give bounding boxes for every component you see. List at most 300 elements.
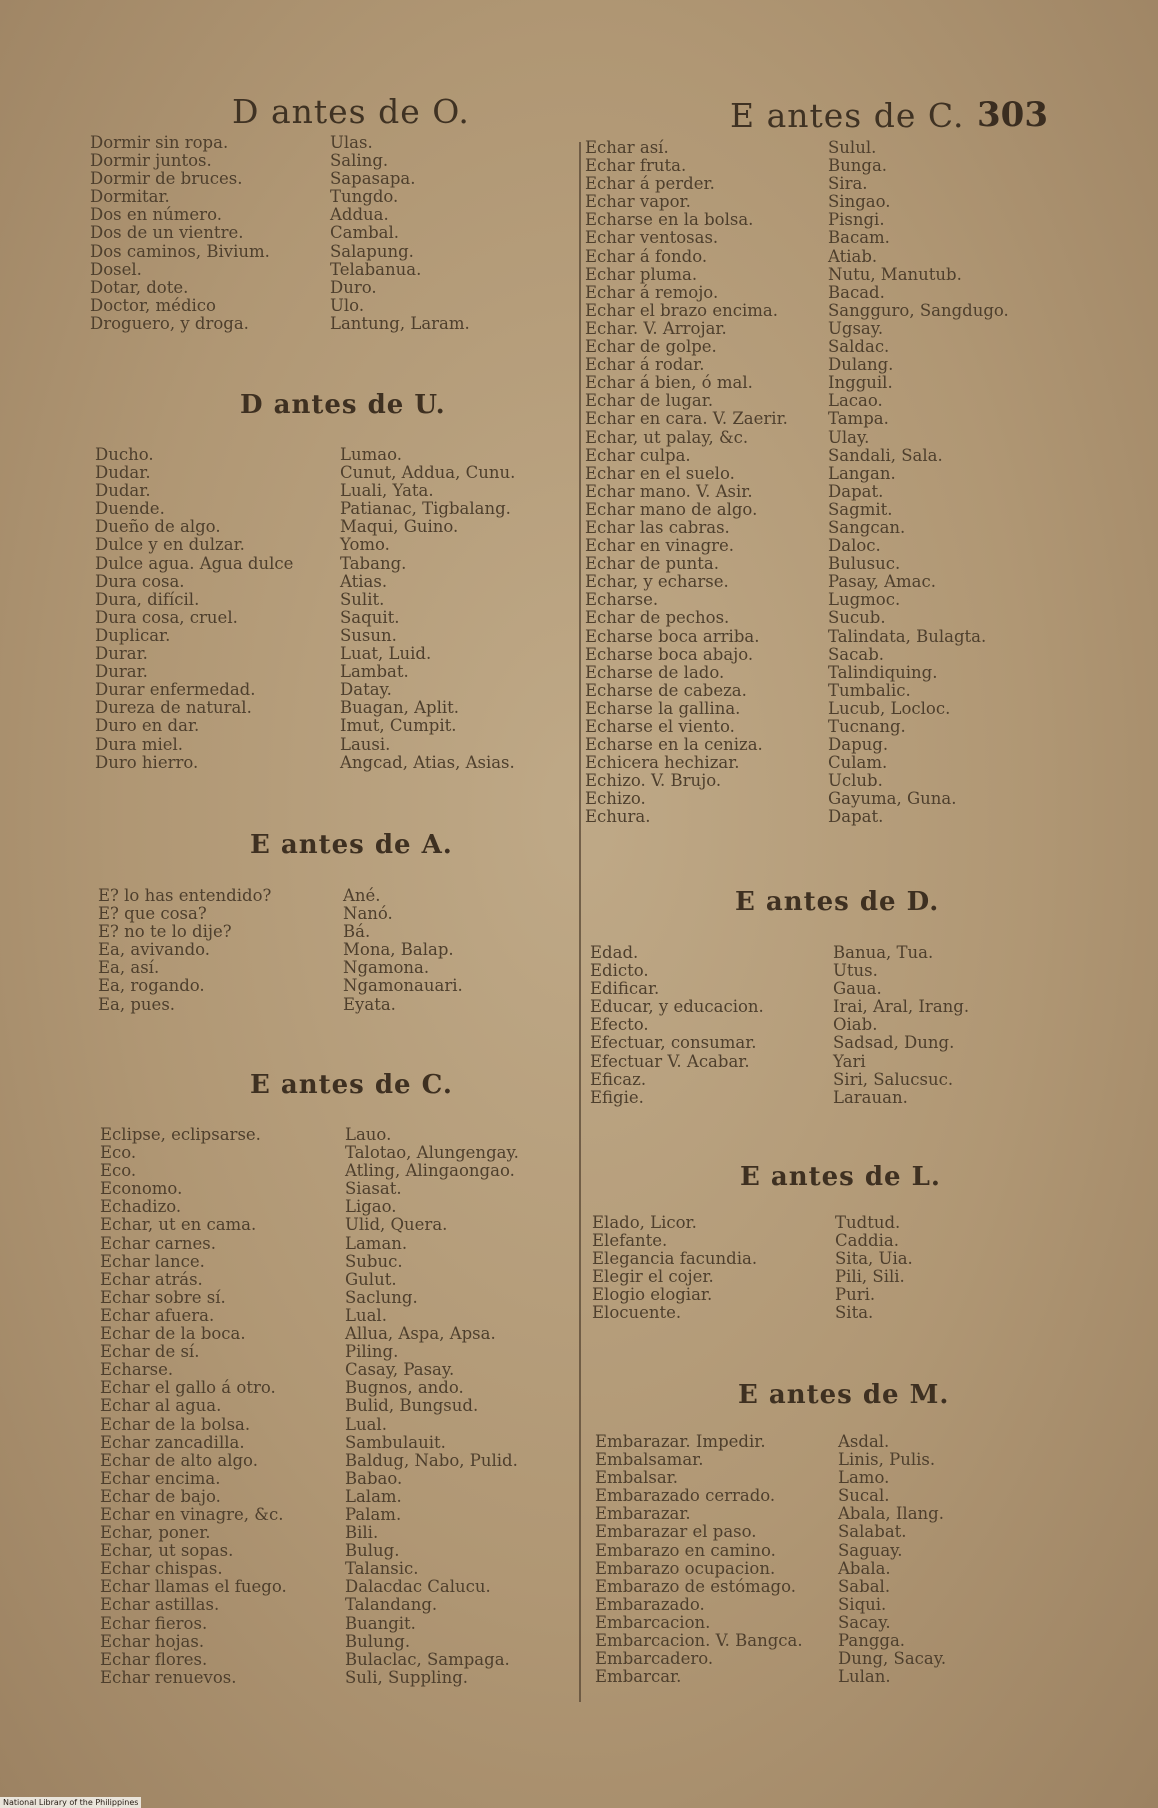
dictionary-entry bbox=[100, 1161, 515, 1181]
entry-definition: Dung, Sacay. bbox=[838, 1649, 947, 1669]
entry-definition: Abala. bbox=[838, 1558, 891, 1578]
entry-definition: Talindata, Bulagta. bbox=[828, 626, 987, 646]
dictionary-entry bbox=[100, 1396, 479, 1416]
entry-term: Educar, y educacion. bbox=[590, 997, 764, 1017]
entry-definition: Talotao, Alungengay. bbox=[345, 1143, 519, 1163]
entry-definition: Cambal. bbox=[330, 223, 400, 243]
entry-term: Eco. bbox=[100, 1143, 137, 1163]
dictionary-entry bbox=[90, 151, 389, 171]
entry-term: Echar, ut palay, &c. bbox=[585, 427, 749, 447]
entry-definition: Banua, Tua. bbox=[833, 943, 934, 962]
entry-term: Echadizo. bbox=[100, 1197, 182, 1217]
dictionary-entry bbox=[100, 1595, 438, 1615]
entry-term: Echar el brazo encima. bbox=[585, 300, 778, 320]
entry-definition: Bili. bbox=[345, 1523, 379, 1543]
right-section-2 bbox=[592, 1213, 913, 1323]
dictionary-entry bbox=[95, 644, 432, 664]
entry-definition: Pangga. bbox=[838, 1631, 906, 1651]
entry-definition: Sulit. bbox=[340, 589, 385, 609]
entry-term: Echura. bbox=[585, 807, 651, 827]
entry-term: Durar. bbox=[95, 644, 148, 664]
entry-definition: Ugsay. bbox=[828, 318, 884, 338]
entry-definition: Atias. bbox=[340, 571, 388, 591]
entry-definition: Sucal. bbox=[838, 1486, 890, 1506]
entry-definition: Utus. bbox=[833, 961, 878, 981]
entry-definition: Bulusuc. bbox=[828, 554, 901, 574]
entry-term: Echar sobre sí. bbox=[100, 1287, 226, 1307]
dictionary-entry bbox=[100, 1414, 387, 1434]
entry-definition: Piling. bbox=[345, 1342, 399, 1362]
entry-definition: Dapat. bbox=[828, 807, 884, 827]
entry-definition: Susun. bbox=[340, 625, 397, 645]
entry-definition: Sacab. bbox=[828, 644, 885, 664]
dictionary-entry bbox=[98, 904, 393, 924]
dictionary-entry bbox=[95, 734, 391, 754]
entry-definition: Sabal. bbox=[838, 1576, 891, 1596]
dictionary-entry bbox=[98, 958, 430, 978]
entry-term: Edicto. bbox=[590, 961, 649, 981]
entry-definition: Cunut, Addua, Cunu. bbox=[340, 463, 516, 483]
entry-term: Echar, ut sopas. bbox=[100, 1541, 234, 1561]
entry-term: Echar á rodar. bbox=[585, 355, 705, 375]
dictionary-entry bbox=[595, 1522, 907, 1542]
entry-definition: Pisngi. bbox=[828, 210, 885, 230]
entry-definition: Tampa. bbox=[828, 409, 889, 429]
entry-term: E? no te lo dije? bbox=[98, 922, 232, 942]
entry-term: Echar las cabras. bbox=[585, 517, 730, 537]
entry-term: Echar á bien, ó mal. bbox=[585, 373, 753, 393]
dictionary-entry bbox=[595, 1649, 947, 1669]
dictionary-entry bbox=[585, 445, 943, 465]
dictionary-entry bbox=[95, 463, 516, 483]
dictionary-entry bbox=[100, 1215, 448, 1235]
dictionary-entry bbox=[585, 282, 885, 302]
dictionary-entry bbox=[595, 1576, 891, 1596]
entry-term: Efectuar V. Acabar. bbox=[590, 1051, 750, 1071]
dictionary-entry bbox=[585, 517, 906, 537]
entry-term: Echar pluma. bbox=[585, 264, 698, 284]
entry-definition: Saldac. bbox=[828, 337, 890, 357]
entry-definition: Siasat. bbox=[345, 1179, 402, 1199]
entry-definition: Laman. bbox=[345, 1233, 408, 1253]
entry-definition: Sandali, Sala. bbox=[828, 445, 943, 465]
dictionary-entry bbox=[95, 481, 434, 501]
dictionary-entry bbox=[100, 1631, 411, 1651]
entry-definition: Bugnos, ando. bbox=[345, 1378, 464, 1398]
dictionary-entry bbox=[590, 943, 934, 962]
entry-definition: Asdal. bbox=[838, 1432, 890, 1451]
entry-term: Embarcadero. bbox=[595, 1649, 714, 1669]
entry-definition: Nutu, Manutub. bbox=[828, 264, 962, 284]
right-running-head: E antes de C. bbox=[730, 96, 965, 135]
entry-definition: Imut, Cumpit. bbox=[340, 716, 457, 736]
entry-term: Embalsar. bbox=[595, 1468, 678, 1488]
dictionary-entry bbox=[90, 313, 470, 333]
entry-definition: Dapat. bbox=[828, 481, 884, 501]
dictionary-entry bbox=[585, 608, 886, 628]
entry-term: Elado, Licor. bbox=[592, 1213, 697, 1232]
dictionary-entry bbox=[90, 277, 377, 297]
entry-term: Embalsamar. bbox=[595, 1450, 704, 1470]
dictionary-entry bbox=[592, 1249, 913, 1269]
entry-definition: Ligao. bbox=[345, 1197, 397, 1217]
dictionary-entry bbox=[592, 1231, 899, 1251]
entry-definition: Langan. bbox=[828, 463, 896, 483]
entry-definition: Lumao. bbox=[340, 445, 402, 464]
entry-term: Echar mano de algo. bbox=[585, 499, 758, 519]
entry-term: Echar de sí. bbox=[100, 1342, 200, 1362]
entry-term: Durar. bbox=[95, 662, 148, 682]
dictionary-entry bbox=[585, 698, 951, 718]
entry-definition: Siri, Salucsuc. bbox=[833, 1069, 954, 1089]
dictionary-entry bbox=[585, 807, 884, 827]
entry-definition: Tucnang. bbox=[828, 717, 906, 736]
dictionary-entry bbox=[100, 1667, 469, 1687]
entry-term: Embarcar. bbox=[595, 1667, 682, 1687]
dictionary-entry bbox=[98, 994, 396, 1014]
dictionary-entry bbox=[585, 481, 884, 501]
entry-term: Dura miel. bbox=[95, 734, 184, 754]
dictionary-entry bbox=[100, 1305, 387, 1325]
entry-definition: Bulug. bbox=[345, 1541, 400, 1561]
entry-term: Echar astillas. bbox=[100, 1595, 220, 1615]
dictionary-entry bbox=[100, 1179, 402, 1199]
entry-definition: Saling. bbox=[330, 151, 389, 171]
dictionary-entry bbox=[590, 1087, 908, 1107]
entry-definition: Ulo. bbox=[330, 295, 365, 315]
dictionary-entry bbox=[90, 133, 373, 152]
entry-definition: Luat, Luid. bbox=[340, 644, 432, 664]
entry-term: Echarse la gallina. bbox=[585, 698, 741, 718]
dictionary-entry bbox=[95, 662, 409, 682]
entry-definition: Sacay. bbox=[838, 1612, 891, 1632]
entry-definition: Datay. bbox=[340, 680, 392, 700]
entry-term: Embarazar el paso. bbox=[595, 1522, 757, 1542]
entry-definition: Palam. bbox=[345, 1504, 402, 1524]
entry-definition: Subuc. bbox=[345, 1251, 403, 1271]
entry-term: Echar encima. bbox=[100, 1468, 221, 1488]
entry-term: Echar hojas. bbox=[100, 1631, 205, 1651]
entry-definition: Talindiquing. bbox=[828, 662, 938, 682]
dictionary-entry bbox=[90, 259, 422, 279]
dictionary-entry bbox=[585, 554, 901, 574]
entry-term: Elegancia facundia. bbox=[592, 1249, 758, 1269]
dictionary-entry bbox=[98, 976, 463, 996]
entry-term: Echar en vinagre. bbox=[585, 536, 735, 556]
entry-term: Embarazar. Impedir. bbox=[595, 1432, 766, 1451]
entry-term: Echar, ut en cama. bbox=[100, 1215, 257, 1235]
entry-term: Echar ventosas. bbox=[585, 228, 719, 248]
entry-definition: Atiab. bbox=[828, 246, 878, 266]
entry-term: Echar de lugar. bbox=[585, 391, 714, 411]
dictionary-entry bbox=[90, 187, 399, 207]
dictionary-entry bbox=[585, 572, 937, 592]
dictionary-entry bbox=[95, 625, 397, 645]
page-number: 303 bbox=[977, 95, 1048, 135]
dictionary-entry bbox=[585, 662, 938, 682]
entry-term: Echar zancadilla. bbox=[100, 1432, 245, 1452]
entry-definition: Duro. bbox=[330, 277, 377, 297]
entry-term: Duro en dar. bbox=[95, 716, 200, 736]
entry-definition: Mona, Balap. bbox=[343, 940, 454, 960]
dictionary-entry bbox=[100, 1287, 418, 1307]
dictionary-entry bbox=[595, 1486, 890, 1506]
entry-definition: Lugmoc. bbox=[828, 590, 901, 610]
entry-term: Echarse de cabeza. bbox=[585, 680, 747, 700]
entry-definition: Baldug, Nabo, Pulid. bbox=[345, 1450, 518, 1470]
left-section-2 bbox=[98, 886, 463, 1014]
entry-term: Elegir el cojer. bbox=[592, 1267, 714, 1287]
entry-definition: Casay, Pasay. bbox=[345, 1360, 455, 1380]
entry-definition: Buangit. bbox=[345, 1613, 416, 1633]
dictionary-entry bbox=[585, 264, 962, 284]
entry-term: Droguero, y droga. bbox=[90, 313, 249, 333]
dictionary-entry bbox=[100, 1197, 397, 1217]
dictionary-entry bbox=[585, 373, 893, 393]
dictionary-entry bbox=[100, 1269, 397, 1289]
entry-term: Economo. bbox=[100, 1179, 183, 1199]
entry-definition: Maqui, Guino. bbox=[340, 517, 459, 537]
entry-definition: Lucub, Locloc. bbox=[828, 698, 951, 718]
entry-definition: Salapung. bbox=[330, 241, 414, 261]
dictionary-entry bbox=[100, 1360, 455, 1380]
entry-definition: Puri. bbox=[835, 1285, 876, 1305]
entry-definition: Sagmit. bbox=[828, 499, 893, 519]
entry-term: Dormitar. bbox=[90, 187, 170, 207]
entry-definition: Sadsad, Dung. bbox=[833, 1033, 955, 1053]
entry-definition: Culam. bbox=[828, 753, 888, 773]
entry-term: Echarse. bbox=[100, 1360, 174, 1380]
dictionary-entry bbox=[590, 1033, 955, 1053]
entry-term: Ea, pues. bbox=[98, 994, 176, 1014]
entry-term: Dudar. bbox=[95, 481, 151, 501]
entry-definition: Ulid, Quera. bbox=[345, 1215, 448, 1235]
entry-definition: Lantung, Laram. bbox=[330, 313, 470, 333]
entry-term: Duplicar. bbox=[95, 625, 171, 645]
dictionary-entry bbox=[90, 295, 365, 315]
dictionary-entry bbox=[592, 1285, 876, 1305]
entry-term: Echar á fondo. bbox=[585, 246, 708, 266]
entry-definition: Bacad. bbox=[828, 282, 885, 302]
section-title-d-antes-de-u: D antes de U. bbox=[240, 390, 446, 420]
entry-term: Echar llamas el fuego. bbox=[100, 1577, 287, 1597]
library-credit: National Library of the Philippines bbox=[0, 1797, 141, 1808]
entry-term: Echar en cara. V. Zaerir. bbox=[585, 409, 788, 429]
entry-definition: Siqui. bbox=[838, 1594, 887, 1614]
entry-definition: Babao. bbox=[345, 1468, 403, 1488]
dictionary-entry bbox=[585, 174, 868, 194]
entry-term: Dos caminos, Bivium. bbox=[90, 241, 270, 261]
entry-definition: Talansic. bbox=[345, 1559, 419, 1579]
dictionary-entry bbox=[95, 607, 400, 627]
entry-definition: Caddia. bbox=[835, 1231, 899, 1251]
entry-term: Echar fruta. bbox=[585, 156, 687, 176]
section-title-e-antes-de-d: E antes de D. bbox=[735, 887, 940, 917]
entry-term: E? que cosa? bbox=[98, 904, 207, 924]
entry-definition: Sulul. bbox=[828, 138, 877, 157]
entry-term: Embarazado cerrado. bbox=[595, 1486, 776, 1506]
dictionary-entry bbox=[95, 752, 515, 772]
entry-definition: Tabang. bbox=[340, 553, 407, 573]
entry-term: Echar de la boca. bbox=[100, 1324, 246, 1344]
entry-term: Echarse boca arriba. bbox=[585, 626, 760, 646]
entry-definition: Lamo. bbox=[838, 1468, 890, 1488]
dictionary-entry bbox=[100, 1450, 518, 1470]
entry-definition: Sambulauit. bbox=[345, 1432, 446, 1452]
entry-term: Echarse boca abajo. bbox=[585, 644, 754, 664]
entry-term: Echizo. bbox=[585, 789, 646, 809]
dictionary-entry bbox=[595, 1667, 891, 1687]
entry-term: Dura cosa, cruel. bbox=[95, 607, 238, 627]
entry-definition: Lulan. bbox=[838, 1667, 891, 1687]
dictionary-entry bbox=[95, 499, 511, 519]
entry-term: Dura, difícil. bbox=[95, 589, 200, 609]
entry-term: Echarse en la bolsa. bbox=[585, 210, 754, 230]
entry-definition: Angcad, Atias, Asias. bbox=[340, 752, 515, 772]
entry-term: Echar. V. Arrojar. bbox=[585, 318, 727, 338]
dictionary-entry bbox=[585, 499, 893, 519]
entry-term: Eclipse, eclipsarse. bbox=[100, 1125, 261, 1144]
dictionary-entry bbox=[595, 1468, 890, 1488]
entry-term: Elocuente. bbox=[592, 1303, 682, 1323]
entry-definition: Lauo. bbox=[345, 1125, 392, 1144]
entry-definition: Ulay. bbox=[828, 427, 870, 447]
dictionary-entry bbox=[100, 1432, 446, 1452]
entry-term: Edad. bbox=[590, 943, 639, 962]
entry-term: Echar flores. bbox=[100, 1649, 208, 1669]
entry-definition: Singao. bbox=[828, 192, 891, 212]
entry-definition: Yari bbox=[833, 1051, 866, 1071]
entry-term: Dotar, dote. bbox=[90, 277, 189, 297]
dictionary-entry bbox=[595, 1612, 891, 1632]
entry-term: Echar renuevos. bbox=[100, 1667, 237, 1687]
dictionary-entry bbox=[98, 886, 381, 905]
dictionary-entry bbox=[100, 1541, 400, 1561]
dictionary-entry bbox=[590, 1015, 878, 1035]
section-title-e-antes-de-a: E antes de A. bbox=[250, 830, 453, 860]
dictionary-entry bbox=[95, 716, 457, 736]
entry-definition: Saclung. bbox=[345, 1287, 418, 1307]
dictionary-entry bbox=[595, 1631, 906, 1651]
dictionary-entry bbox=[95, 445, 402, 464]
dictionary-entry bbox=[590, 1051, 866, 1071]
entry-definition: Luali, Yata. bbox=[340, 481, 434, 501]
dictionary-entry bbox=[585, 300, 1009, 320]
dictionary-entry bbox=[585, 771, 883, 791]
dictionary-entry bbox=[595, 1594, 887, 1614]
entry-term: Efectuar, consumar. bbox=[590, 1033, 757, 1053]
dictionary-entry bbox=[595, 1504, 944, 1524]
entry-definition: Sita. bbox=[835, 1303, 874, 1323]
entry-term: Echizo. V. Brujo. bbox=[585, 771, 722, 791]
entry-definition: Uclub. bbox=[828, 771, 883, 791]
entry-definition: Eyata. bbox=[343, 994, 396, 1014]
entry-definition: Dapug. bbox=[828, 735, 889, 755]
dictionary-entry bbox=[98, 922, 371, 942]
dictionary-entry bbox=[585, 717, 906, 736]
entry-term: Dormir sin ropa. bbox=[90, 133, 229, 152]
dictionary-entry bbox=[585, 318, 884, 338]
entry-term: Dos de un vientre. bbox=[90, 223, 244, 243]
dictionary-entry bbox=[585, 789, 957, 809]
section-title-e-antes-de-m: E antes de M. bbox=[738, 1380, 950, 1410]
entry-definition: Nanó. bbox=[343, 904, 393, 924]
dictionary-entry bbox=[90, 205, 389, 225]
entry-term: Echar á perder. bbox=[585, 174, 715, 194]
entry-definition: Sita, Uia. bbox=[835, 1249, 913, 1269]
entry-term: Embarazo ocupacion. bbox=[595, 1558, 776, 1578]
entry-term: Echarse en la ceniza. bbox=[585, 735, 763, 755]
entry-term: Echar, y echarse. bbox=[585, 572, 729, 592]
entry-term: Eco. bbox=[100, 1161, 137, 1181]
entry-term: Embarazar. bbox=[595, 1504, 691, 1524]
entry-term: Echar á remojo. bbox=[585, 282, 719, 302]
dictionary-entry bbox=[592, 1213, 901, 1232]
entry-definition: Atling, Alingaongao. bbox=[345, 1161, 515, 1181]
entry-term: Dos en número. bbox=[90, 205, 222, 225]
entry-term: Echar de bajo. bbox=[100, 1486, 221, 1506]
entry-definition: Tungdo. bbox=[330, 187, 399, 207]
left-section-0 bbox=[90, 133, 470, 333]
entry-term: Echar de alto algo. bbox=[100, 1450, 258, 1470]
dictionary-entry bbox=[100, 1143, 519, 1163]
entry-term: Dureza de natural. bbox=[95, 698, 252, 718]
dictionary-entry bbox=[585, 337, 890, 357]
dictionary-entry bbox=[585, 463, 896, 483]
entry-definition: Ulas. bbox=[330, 133, 373, 152]
entry-definition: Saquit. bbox=[340, 607, 400, 627]
dictionary-entry bbox=[95, 571, 388, 591]
entry-term: Echar atrás. bbox=[100, 1269, 203, 1289]
entry-definition: Pili, Sili. bbox=[835, 1267, 905, 1287]
entry-term: Embarcacion. V. Bangca. bbox=[595, 1631, 803, 1651]
entry-definition: Suli, Suppling. bbox=[345, 1667, 469, 1687]
dictionary-entry bbox=[592, 1267, 905, 1287]
entry-term: Echar fieros. bbox=[100, 1613, 208, 1633]
entry-term: Echar de golpe. bbox=[585, 337, 717, 357]
entry-term: Echar al agua. bbox=[100, 1396, 222, 1416]
entry-definition: Talandang. bbox=[345, 1595, 438, 1615]
dictionary-entry bbox=[100, 1504, 402, 1524]
dictionary-entry bbox=[90, 169, 416, 189]
dictionary-entry bbox=[100, 1125, 392, 1144]
entry-term: Ea, rogando. bbox=[98, 976, 205, 996]
entry-term: Echar chispas. bbox=[100, 1559, 223, 1579]
entry-term: Echarse de lado. bbox=[585, 662, 725, 682]
entry-definition: Bulid, Bungsud. bbox=[345, 1396, 479, 1416]
entry-definition: Lausi. bbox=[340, 734, 391, 754]
entry-definition: Ngamonauari. bbox=[343, 976, 463, 996]
entry-definition: Dulang. bbox=[828, 355, 894, 375]
entry-definition: Sira. bbox=[828, 174, 868, 194]
dictionary-entry bbox=[590, 979, 882, 999]
entry-term: Echar así. bbox=[585, 138, 669, 157]
dictionary-entry bbox=[585, 192, 891, 212]
entry-term: Echar carnes. bbox=[100, 1233, 216, 1253]
entry-term: Echar en vinagre, &c. bbox=[100, 1504, 284, 1524]
entry-definition: Bá. bbox=[343, 922, 371, 942]
left-running-head: D antes de O. bbox=[232, 92, 470, 131]
entry-term: Ea, avivando. bbox=[98, 940, 211, 960]
entry-definition: Buagan, Aplit. bbox=[340, 698, 460, 718]
entry-definition: Ngamona. bbox=[343, 958, 430, 978]
entry-definition: Lual. bbox=[345, 1305, 387, 1325]
entry-term: Embarcacion. bbox=[595, 1612, 711, 1632]
dictionary-entry bbox=[100, 1577, 491, 1597]
entry-definition: Ané. bbox=[343, 886, 381, 905]
entry-term: Echar vapor. bbox=[585, 192, 691, 212]
dictionary-entry bbox=[585, 680, 911, 700]
